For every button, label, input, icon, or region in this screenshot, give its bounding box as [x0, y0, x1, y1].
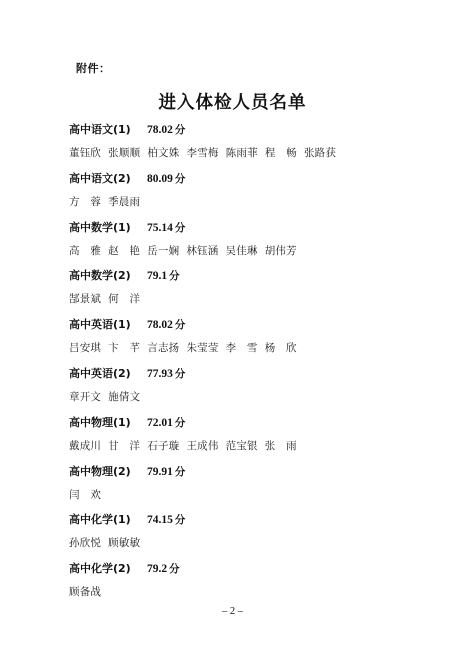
cutoff-score: 79.2 — [147, 563, 168, 576]
subject-group-chinese-2 — [69, 168, 399, 217]
subject-heading — [69, 168, 399, 190]
subject-heading — [69, 412, 399, 434]
subject-name: 高中语文(1) — [69, 123, 131, 136]
subject-group-list — [69, 119, 399, 607]
score-unit: 分 — [169, 563, 180, 576]
subject-heading — [69, 509, 399, 531]
cutoff-score: 74.15 — [147, 514, 173, 527]
score-unit: 分 — [174, 367, 186, 380]
cutoff-score: 78.02 — [147, 124, 173, 136]
subject-heading — [69, 119, 399, 141]
candidate-names: 孙欣悦 顾敏敏 — [69, 537, 141, 550]
subject-heading — [69, 217, 399, 239]
candidate-names: 吕安琪 卞 芊 言志扬 朱莹莹 李 雪 杨 欣 — [69, 342, 297, 355]
subject-group-chinese-1 — [69, 119, 399, 168]
subject-name: 高中化学(2) — [69, 562, 131, 576]
score-unit: 分 — [174, 172, 186, 185]
candidate-names: 方 蓉 季晨雨 — [69, 195, 141, 208]
cutoff-score: 72.01 — [147, 416, 173, 429]
cutoff-score: 79.91 — [147, 465, 173, 478]
candidate-names: 闫 欢 — [69, 488, 102, 501]
subject-heading — [69, 265, 399, 287]
subject-name: 高中英语(2) — [69, 366, 131, 380]
subject-name: 高中数学(1) — [69, 220, 131, 234]
subject-heading — [69, 558, 399, 580]
subject-group-english-2 — [69, 363, 399, 412]
subject-group-math-2 — [69, 265, 399, 314]
candidate-names: 郜景斌 何 洋 — [69, 293, 141, 306]
subject-name: 高中物理(2) — [69, 464, 131, 478]
score-unit: 分 — [174, 514, 186, 527]
subject-name: 高中物理(1) — [69, 415, 131, 429]
subject-name: 高中语文(2) — [69, 171, 131, 185]
attachment-label: 附件： — [76, 62, 111, 75]
subject-group-chemistry-2 — [69, 558, 399, 607]
document-title: 进入体检人员名单 — [158, 93, 307, 113]
cutoff-score: 78.02 — [147, 319, 173, 332]
subject-group-physics-2 — [69, 461, 399, 510]
subject-group-chemistry-1 — [69, 509, 399, 558]
cutoff-score: 75.14 — [147, 221, 173, 234]
candidate-names: 董钰欣 张顺顺 柏文姝 李雪梅 陈雨菲 程 畅 张路获 — [69, 147, 337, 159]
score-unit: 分 — [174, 124, 186, 136]
score-unit: 分 — [174, 465, 186, 478]
cutoff-score: 80.09 — [147, 172, 173, 185]
score-unit: 分 — [174, 416, 186, 429]
subject-group-physics-1 — [69, 412, 399, 461]
candidate-names: 高 雅 赵 艳 岳一娴 林钰涵 吴佳琳 胡伟芳 — [69, 244, 297, 257]
cutoff-score: 79.1 — [147, 270, 168, 283]
subject-group-english-1 — [69, 314, 399, 363]
subject-name: 高中化学(1) — [69, 513, 131, 527]
cutoff-score: 77.93 — [147, 367, 173, 380]
candidate-names: 戴成川 甘 洋 石子璇 王成伟 范宝银 张 雨 — [69, 439, 297, 452]
subject-heading — [69, 363, 399, 385]
score-unit: 分 — [169, 270, 180, 283]
candidate-names: 章开文 施倩文 — [69, 390, 141, 403]
score-unit: 分 — [174, 319, 186, 332]
score-unit: 分 — [174, 221, 186, 234]
subject-name: 高中数学(2) — [69, 269, 131, 283]
subject-heading — [69, 461, 399, 483]
subject-group-math-1 — [69, 217, 399, 266]
subject-name: 高中英语(1) — [69, 318, 131, 332]
candidate-names: 顾备战 — [69, 586, 102, 599]
subject-heading — [69, 314, 399, 336]
page-number: – 2 – — [222, 606, 243, 617]
